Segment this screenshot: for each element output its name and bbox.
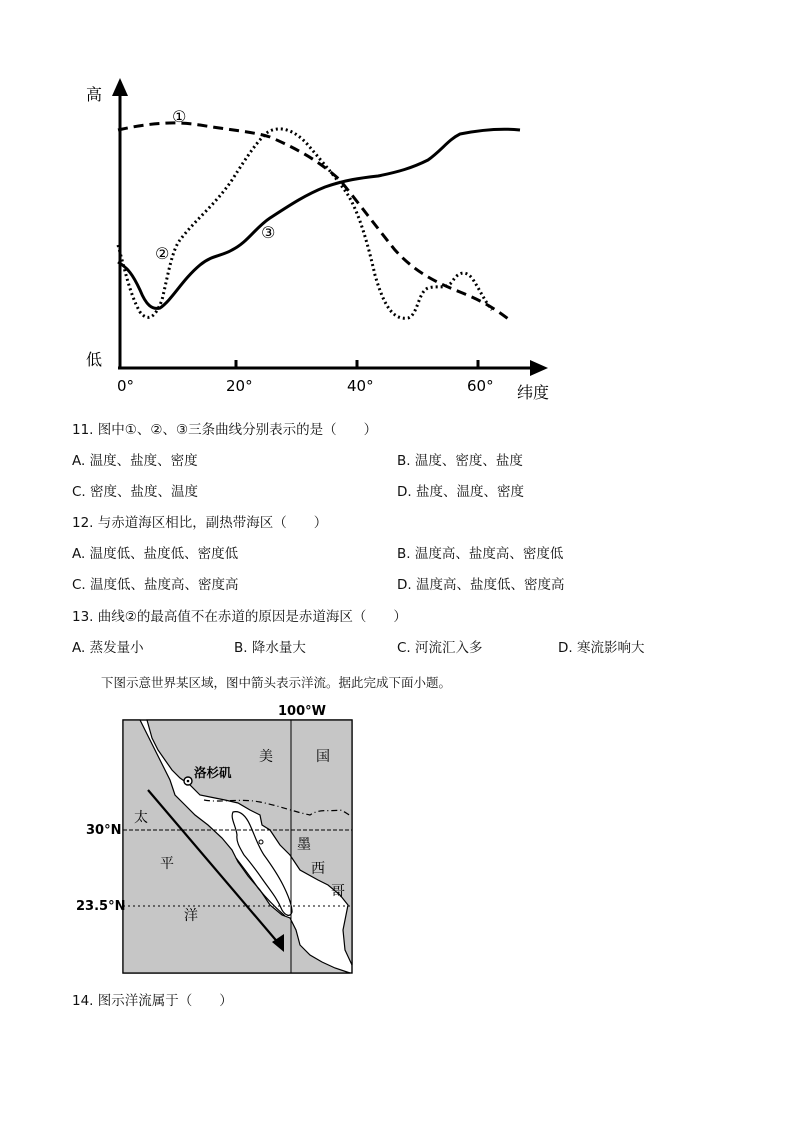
y-low-label: 低: [86, 350, 103, 369]
question-13-option-d[interactable]: D. 寒流影响大: [558, 640, 645, 656]
curve-2-marker: ②: [155, 244, 170, 263]
ocean-char: 太: [134, 810, 148, 826]
question-11-option-b[interactable]: B. 温度、密度、盐度: [397, 453, 523, 469]
x-tick-label: 20°: [226, 377, 253, 395]
y-high-label: 高: [86, 85, 103, 104]
curve-1-marker: ①: [172, 107, 187, 126]
lat-30-label: 30°N: [86, 823, 122, 838]
region-map: [70, 698, 370, 983]
question-11-option-c[interactable]: C. 密度、盐度、温度: [72, 484, 199, 500]
question-13-option-a[interactable]: A. 蒸发量小: [72, 640, 144, 656]
y-axis-arrow: [112, 78, 128, 96]
intro-text: 下图示意世界某区域，图中箭头表示洋流。据此完成下面小题。: [101, 675, 452, 690]
question-12-option-a[interactable]: A. 温度低、盐度低、密度低: [72, 546, 239, 562]
lon-label: 100°W: [278, 704, 326, 719]
question-13-option-c[interactable]: C. 河流汇入多: [397, 640, 483, 656]
question-11-option-d[interactable]: D. 盐度、温度、密度: [397, 484, 524, 500]
country-mx-char: 墨: [297, 837, 311, 853]
question-12-option-c[interactable]: C. 温度低、盐度高、密度高: [72, 577, 239, 593]
question-11-option-a[interactable]: A. 温度、盐度、密度: [72, 453, 198, 469]
question-12-option-d[interactable]: D. 温度高、盐度低、密度高: [397, 577, 565, 593]
country-mx-char: 西: [311, 861, 325, 877]
country-mx-char: 哥: [331, 884, 345, 900]
x-axis-label: 纬度: [517, 383, 550, 402]
city-marker-dot-icon: [187, 780, 190, 783]
question-12-option-b[interactable]: B. 温度高、盐度高、密度低: [397, 546, 564, 562]
x-tick-label: 60°: [467, 377, 494, 395]
question-11-stem: 11. 图中①、②、③三条曲线分别表示的是（ ）: [72, 422, 378, 438]
curve-3-line: [118, 129, 520, 308]
city-label: 洛杉矶: [194, 765, 232, 780]
x-tick-label: 0°: [117, 377, 135, 395]
country-us-char: 国: [316, 749, 330, 765]
x-axis-arrow: [530, 360, 548, 376]
question-14-stem: 14. 图示洋流属于（ ）: [72, 993, 233, 1009]
x-tick-label: 40°: [347, 377, 374, 395]
question-13-option-b[interactable]: B. 降水量大: [234, 640, 306, 656]
lat-235-label: 23.5°N: [76, 899, 126, 914]
small-island-icon: [259, 840, 263, 844]
ocean-char: 洋: [184, 908, 198, 924]
curve-3-marker: ③: [261, 223, 276, 242]
country-us-char: 美: [259, 749, 273, 765]
curve-chart: [70, 70, 570, 410]
curve-2-line: [118, 129, 492, 318]
question-12-stem: 12. 与赤道海区相比，副热带海区（ ）: [72, 515, 328, 531]
question-13-stem: 13. 曲线②的最高值不在赤道的原因是赤道海区（ ）: [72, 609, 407, 625]
ocean-char: 平: [160, 856, 174, 872]
